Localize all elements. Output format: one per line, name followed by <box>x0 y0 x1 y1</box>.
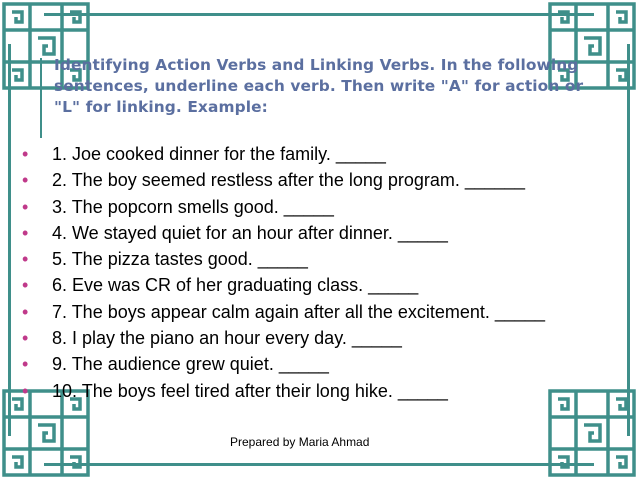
sentence-item <box>22 220 545 246</box>
border-left <box>8 44 11 436</box>
bullet-icon: • <box>22 222 29 243</box>
sentence-text: 9. The audience grew quiet. _____ <box>52 354 329 375</box>
bullet-icon: • <box>22 170 29 191</box>
sentence-item <box>22 246 545 272</box>
credit-text: Prepared by Maria Ahmad <box>230 435 370 449</box>
sentence-item <box>22 272 545 298</box>
border-bottom <box>44 463 594 466</box>
sentence-item <box>22 194 545 220</box>
sentence-item <box>22 299 545 325</box>
sentence-text: 5. The pizza tastes good. _____ <box>52 249 308 270</box>
sentence-text: 1. Joe cooked dinner for the family. _____ <box>52 144 386 164</box>
sentence-text: 3. The popcorn smells good. _____ <box>52 196 334 217</box>
border-top <box>44 13 594 16</box>
bullet-icon: • <box>22 144 29 164</box>
sentence-item <box>22 167 545 193</box>
bullet-icon: • <box>22 328 29 349</box>
sentence-item <box>22 325 545 351</box>
sentence-text: 8. I play the piano an hour every day. _____ <box>52 328 402 349</box>
sentence-item <box>22 141 545 167</box>
sentence-text: 7. The boys appear calm again after all the excitement. _____ <box>52 301 545 322</box>
sentence-item <box>22 378 545 404</box>
bullet-icon: • <box>22 380 29 401</box>
sentence-text: 10. The boys feel tired after their long hike. _____ <box>52 380 448 401</box>
sentence-text: 6. Eve was CR of her graduating class. _____ <box>52 275 419 296</box>
sentence-list <box>22 141 545 404</box>
bullet-icon: • <box>22 196 29 217</box>
sentence-item <box>22 351 545 377</box>
instructions-text: Identifying Action Verbs and Linking Verbs. In the following sentences, underline each verb. Then write "A" for action or "L" for linking. Example: <box>54 56 584 116</box>
sentence-text: 2. The boy seemed restless after the long program. ______ <box>52 170 525 191</box>
sentence-text: 4. We stayed quiet for an hour after dinner. _____ <box>52 222 448 243</box>
border-right <box>627 44 630 436</box>
corner-ornament-bottom-right <box>546 387 638 479</box>
bullet-icon: • <box>22 301 29 322</box>
bullet-icon: • <box>22 354 29 375</box>
bullet-icon: • <box>22 249 29 270</box>
bullet-icon: • <box>22 275 29 296</box>
